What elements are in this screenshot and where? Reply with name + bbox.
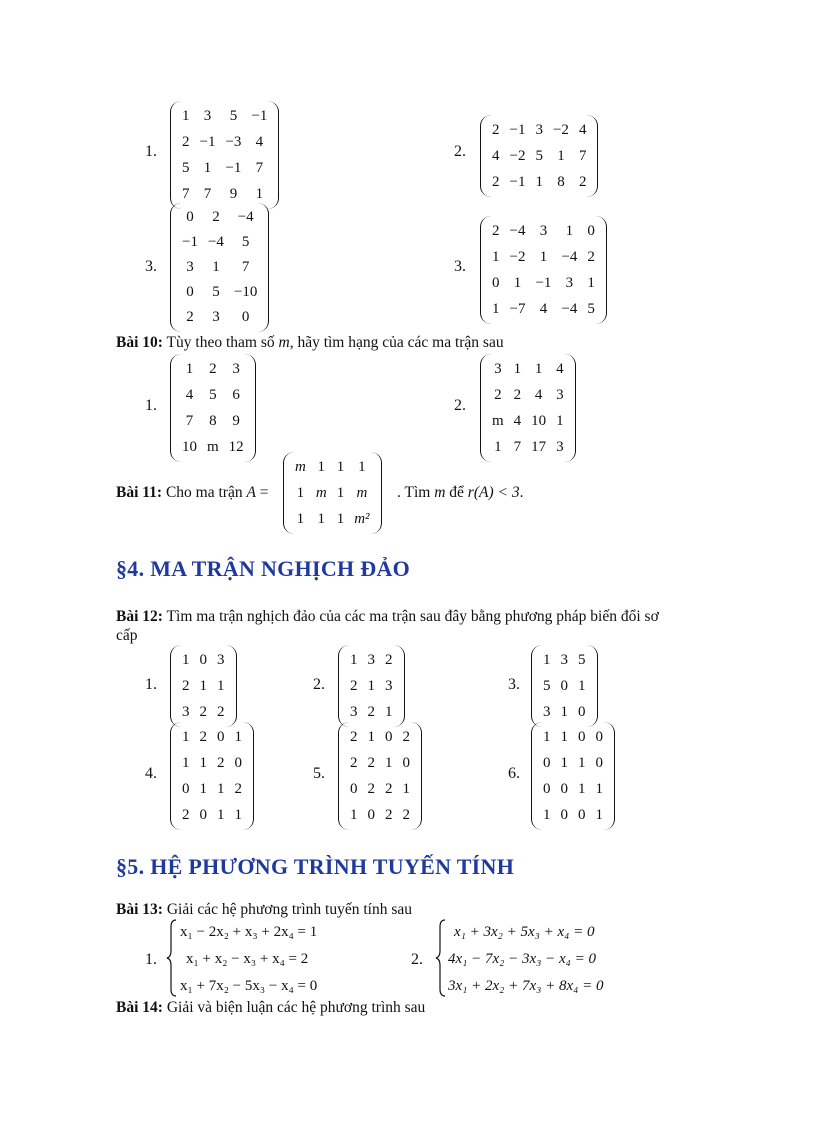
matrix-cell: 2: [492, 173, 500, 190]
matrix-cell: 12: [228, 438, 244, 455]
matrix-cell: m: [356, 484, 368, 501]
item-label: 4.: [145, 765, 157, 782]
matrix-cell: 0: [587, 222, 595, 239]
item-label: 3.: [145, 258, 157, 275]
system-1: [180, 919, 317, 1000]
matrix-cell: 1: [513, 360, 522, 377]
matrix-cell: 1: [350, 651, 358, 668]
matrix-cell: 1: [182, 651, 190, 668]
matrix-cell: 7: [182, 185, 190, 202]
matrix-row: [177, 434, 249, 460]
matrix-row: [177, 230, 262, 255]
matrix-cell: 3: [543, 703, 551, 720]
matrix-cell: 1: [217, 806, 225, 823]
matrix-cell: 2: [367, 780, 375, 797]
matrix-cell: 3: [232, 360, 240, 377]
matrix-cell: 1: [185, 360, 194, 377]
matrix-cell: −1: [182, 234, 198, 250]
section4-heading: §4. MA TRẬN NGHỊCH ĐẢO: [116, 556, 411, 581]
matrix-cell: −3: [225, 133, 242, 150]
matrix-cell: 2: [182, 806, 190, 823]
matrix-cell: −1: [199, 133, 216, 150]
matrix-cell: 1: [556, 412, 564, 429]
bai11-title: Bài 11:: [116, 484, 163, 501]
item-label: 3.: [454, 258, 466, 275]
matrix-cell: −4: [509, 222, 526, 239]
matrix-cell: −1: [251, 107, 268, 124]
matrix-row: [290, 454, 375, 480]
matrix-cell: 2: [350, 754, 358, 771]
bai11-var: A: [246, 484, 256, 501]
matrix-cell: 4: [556, 360, 564, 377]
matrix-cell: 2: [186, 309, 194, 325]
matrix-cell: 1: [367, 677, 375, 694]
matrix-cell: 1: [212, 259, 220, 275]
bai11-cond-pre: để: [449, 484, 464, 501]
matrix-12-4: [170, 722, 254, 830]
matrix-12-5: [338, 722, 422, 830]
equation: 4x₁ − 7x₂ − 3x₃ − x₄ = 0: [448, 951, 596, 967]
matrix-cell: 3: [350, 703, 358, 720]
matrix-cell: −4: [561, 248, 578, 265]
bai10-param: m: [278, 334, 290, 351]
matrix-cell: 7: [255, 159, 264, 176]
matrix-9-2: [480, 115, 598, 197]
bai13-title: Bài 13:: [116, 901, 163, 918]
matrix-cell: 17: [531, 438, 547, 455]
matrix-10-2: [480, 354, 576, 462]
matrix-row: [487, 169, 591, 195]
matrix-9-3: [170, 203, 269, 332]
matrix-row: [538, 647, 591, 673]
bai11-tail: [397, 484, 523, 502]
matrix-cell: m: [295, 458, 306, 475]
matrix-10-1: [170, 354, 256, 462]
matrix-row: [538, 776, 608, 802]
bai14-title: Bài 14:: [116, 999, 163, 1016]
matrix-cell: 3: [556, 438, 564, 455]
matrix-cell: 3: [565, 274, 574, 291]
matrix-cell: 1: [199, 754, 207, 771]
bai12-text: Tìm ma trận nghịch đảo của các ma trận sau đây bằng phương pháp biến đổi sơ: [166, 608, 659, 625]
matrix-cell: 6: [232, 386, 240, 403]
bai14-line: [116, 999, 425, 1017]
matrix-cell: 3: [539, 222, 548, 239]
matrix-cell: 1: [350, 806, 358, 823]
matrix-cell: 7: [513, 438, 522, 455]
matrix-cell: 4: [513, 412, 522, 429]
matrix-cell: 1: [543, 806, 551, 823]
matrix-row: [177, 255, 262, 280]
matrix-row: [538, 802, 608, 828]
equation: x₁ + 7x₂ − 5x₃ − x₄ = 0: [180, 978, 318, 994]
matrix-cell: 1: [543, 728, 551, 745]
bai11-text: Cho ma trận: [165, 484, 243, 501]
item-label: 2.: [411, 951, 423, 968]
matrix-row: [538, 673, 591, 699]
matrix-cell: −2: [552, 121, 569, 138]
matrix-cell: 0: [543, 754, 551, 771]
matrix-row: [487, 244, 600, 270]
matrix-cell: 4: [185, 386, 194, 403]
matrix-cell: 2: [182, 677, 190, 694]
matrix-cell: 1: [492, 248, 500, 265]
matrix-cell: 7: [578, 147, 587, 164]
matrix-cell: 1: [535, 173, 543, 190]
matrix-cell: 2: [578, 173, 587, 190]
matrix-cell: 2: [350, 728, 358, 745]
matrix-cell: 0: [595, 728, 603, 745]
matrix-row: [487, 143, 591, 169]
matrix-row: [177, 647, 230, 673]
matrix-cell: 1: [199, 780, 207, 797]
matrix-cell: 2: [234, 780, 242, 797]
matrix-cell: 1: [587, 274, 595, 291]
matrix-cell: 3: [535, 121, 543, 138]
matrix-cell: 2: [402, 806, 410, 823]
matrix-cell: 0: [217, 728, 225, 745]
matrix-cell: 1: [557, 147, 565, 164]
matrix-cell: 3: [556, 386, 564, 403]
equation: x₁ + 3x₂ + 5x₃ + x₄ = 0: [454, 924, 595, 940]
matrix-row: [177, 724, 247, 750]
matrix-cell: 2: [385, 806, 393, 823]
bai14-text: Giải và biện luận các hệ phương trình sau: [166, 999, 426, 1016]
matrix-cell: 1: [367, 728, 375, 745]
matrix-cell: 0: [560, 780, 568, 797]
matrix-cell: 2: [217, 703, 225, 720]
matrix-cell: 2: [587, 248, 595, 265]
item-label: 1.: [145, 676, 157, 693]
matrix-cell: 0: [350, 780, 358, 797]
matrix-cell: 0: [199, 651, 207, 668]
bai12-line2: cấp: [116, 627, 138, 644]
matrix-cell: 1: [234, 806, 242, 823]
matrix-cell: 8: [557, 173, 565, 190]
matrix-cell: −4: [237, 209, 254, 225]
system-2: [448, 919, 603, 1000]
matrix-cell: m²: [354, 510, 370, 527]
matrix-cell: −2: [509, 147, 526, 164]
matrix-11: [283, 452, 382, 534]
matrix-cell: 0: [186, 209, 194, 225]
item-label: 2.: [313, 676, 325, 693]
bai13-text: Giải các hệ phương trình tuyến tính sau: [166, 901, 412, 918]
matrix-cell: 1: [560, 728, 568, 745]
matrix-cell: 2: [209, 360, 217, 377]
matrix-cell: 1: [317, 510, 326, 527]
matrix-row: [538, 724, 608, 750]
matrix-row: [345, 776, 415, 802]
matrix-cell: 2: [492, 222, 500, 239]
matrix-row: [487, 270, 600, 296]
bai11-lead: [116, 484, 269, 502]
matrix-cell: 3: [186, 259, 194, 275]
matrix-cell: 5: [535, 147, 543, 164]
matrix-row: [177, 382, 249, 408]
matrix-cell: 1: [234, 728, 242, 745]
bai11-m: m: [434, 484, 446, 501]
matrix-cell: −7: [509, 300, 526, 317]
equation: x₁ + x₂ − x₃ + x₄ = 2: [186, 951, 309, 967]
matrix-cell: 10: [182, 438, 197, 455]
item-label: 1.: [145, 951, 157, 968]
matrix-cell: 1: [492, 300, 500, 317]
matrix-row: [487, 382, 569, 408]
matrix-cell: 2: [367, 754, 375, 771]
item-label: 2.: [454, 397, 466, 414]
matrix-cell: m: [315, 484, 327, 501]
matrix-cell: 0: [578, 728, 586, 745]
matrix-cell: 1: [578, 754, 586, 771]
matrix-row: [177, 673, 230, 699]
matrix-12-3: [531, 645, 598, 727]
matrix-cell: 2: [182, 133, 190, 150]
matrix-cell: 1: [217, 780, 225, 797]
matrix-row: [487, 117, 591, 143]
matrix-cell: 1: [182, 754, 190, 771]
matrix-cell: 1: [255, 185, 264, 202]
matrix-row: [487, 296, 600, 322]
matrix-cell: 5: [209, 386, 217, 403]
matrix-cell: −4: [561, 300, 578, 317]
matrix-cell: 1: [595, 806, 603, 823]
matrix-cell: 7: [203, 185, 212, 202]
matrix-row: [487, 434, 569, 460]
matrix-cell: 7: [185, 412, 194, 429]
matrix-cell: m: [492, 412, 504, 429]
matrix-row: [177, 129, 272, 155]
matrix-cell: 3: [203, 107, 212, 124]
item-label: 5.: [313, 765, 325, 782]
matrix-row: [345, 802, 415, 828]
matrix-cell: −1: [509, 121, 526, 138]
matrix-cell: 1: [543, 651, 551, 668]
matrix-row: [487, 356, 569, 382]
matrix-cell: 1: [565, 222, 574, 239]
matrix-12-6: [531, 722, 615, 830]
matrix-cell: 3: [212, 309, 220, 325]
matrix-row: [487, 408, 569, 434]
matrix-cell: 2: [199, 728, 207, 745]
matrix-cell: 1: [402, 780, 410, 797]
matrix-cell: 3: [217, 651, 225, 668]
matrix-cell: 4: [578, 121, 587, 138]
matrix-row: [345, 647, 398, 673]
bai10-line: [116, 334, 504, 352]
item-label: 1.: [145, 397, 157, 414]
matrix-cell: 2: [217, 754, 225, 771]
matrix-cell: 5: [182, 159, 190, 176]
matrix-cell: 3: [560, 651, 568, 668]
matrix-cell: 1: [494, 438, 502, 455]
item-label: 2.: [454, 143, 466, 160]
matrix-cell: 8: [209, 412, 217, 429]
matrix-cell: −2: [509, 248, 526, 265]
matrix-9-1: [170, 101, 279, 209]
matrix-cell: 5: [578, 651, 586, 668]
matrix-row: [487, 218, 600, 244]
matrix-cell: 1: [513, 274, 522, 291]
matrix-cell: 1: [317, 458, 326, 475]
matrix-cell: 1: [578, 780, 586, 797]
matrix-cell: 4: [255, 133, 264, 150]
matrix-cell: −10: [233, 284, 258, 300]
matrix-cell: 2: [199, 703, 207, 720]
matrix-cell: 3: [385, 677, 393, 694]
bai11-end: .: [519, 484, 524, 501]
matrix-row: [290, 480, 375, 506]
left-brace-icon: [435, 919, 447, 997]
matrix-row: [177, 305, 262, 330]
matrix-cell: 2: [492, 121, 500, 138]
matrix-cell: 0: [492, 274, 500, 291]
section5-heading: §5. HỆ PHƯƠNG TRÌNH TUYẾN TÍNH: [116, 854, 515, 879]
matrix-cell: 0: [186, 284, 194, 300]
matrix-cell: 1: [296, 484, 305, 501]
matrix-cell: 1: [182, 728, 190, 745]
matrix-row: [345, 750, 415, 776]
matrix-cell: 3: [494, 360, 502, 377]
matrix-row: [177, 280, 262, 305]
item-label: 6.: [508, 765, 520, 782]
matrix-cell: 1: [534, 360, 543, 377]
matrix-row: [177, 205, 262, 230]
matrix-row: [177, 802, 247, 828]
matrix-cell: −4: [207, 234, 224, 250]
item-label: 3.: [508, 676, 520, 693]
matrix-cell: 0: [595, 754, 603, 771]
equation: 3x₁ + 2x₂ + 7x₃ + 8x₄ = 0: [448, 978, 604, 994]
matrix-cell: 5: [543, 677, 551, 694]
matrix-cell: 0: [241, 309, 250, 325]
matrix-cell: 1: [199, 677, 207, 694]
matrix-cell: 4: [539, 300, 548, 317]
matrix-row: [177, 155, 272, 181]
matrix-cell: 2: [367, 703, 375, 720]
matrix-row: [290, 506, 375, 532]
bai12-title: Bài 12:: [116, 608, 163, 625]
matrix-cell: 4: [492, 147, 500, 164]
matrix-cell: 1: [385, 703, 393, 720]
matrix-cell: 2: [513, 386, 522, 403]
matrix-cell: 5: [587, 300, 595, 317]
matrix-cell: 7: [241, 259, 250, 275]
equation: x₁ − 2x₂ + x₃ + 2x₄ = 1: [180, 924, 318, 940]
matrix-cell: 0: [543, 780, 551, 797]
matrix-cell: 0: [367, 806, 375, 823]
matrix-cell: 3: [182, 703, 190, 720]
bai10-text-post: , hãy tìm hạng của các ma trận sau: [289, 334, 504, 351]
matrix-cell: 2: [494, 386, 502, 403]
matrix-cell: −1: [535, 274, 552, 291]
matrix-cell: 5: [212, 284, 220, 300]
matrix-cell: 1: [560, 703, 568, 720]
bai11-cond: r(A) < 3: [467, 484, 520, 501]
matrix-cell: 5: [229, 107, 238, 124]
item-label: 1.: [145, 143, 157, 160]
matrix-cell: 4: [534, 386, 543, 403]
matrix-row: [177, 103, 272, 129]
matrix-cell: 9: [232, 412, 240, 429]
matrix-cell: 9: [229, 185, 238, 202]
matrix-cell: 1: [336, 458, 345, 475]
matrix-cell: 0: [578, 703, 586, 720]
matrix-row: [177, 408, 249, 434]
bai10-title: Bài 10:: [116, 334, 163, 351]
matrix-cell: 10: [531, 412, 547, 429]
matrix-cell: 1: [182, 107, 190, 124]
left-brace-icon: [166, 919, 178, 997]
matrix-cell: 1: [560, 754, 568, 771]
bai11-eq: =: [259, 484, 269, 501]
matrix-cell: 0: [385, 728, 393, 745]
matrix-cell: 1: [296, 510, 305, 527]
matrix-cell: 0: [578, 806, 586, 823]
matrix-12-1: [170, 645, 237, 727]
matrix-cell: m: [207, 438, 219, 455]
matrix-cell: 0: [560, 806, 568, 823]
matrix-row: [177, 356, 249, 382]
matrix-row: [345, 724, 415, 750]
matrix-cell: 1: [336, 484, 345, 501]
matrix-9-4: [480, 216, 607, 324]
matrix-cell: 1: [539, 248, 548, 265]
matrix-cell: 1: [203, 159, 212, 176]
matrix-cell: 1: [595, 780, 603, 797]
matrix-cell: 0: [402, 754, 410, 771]
matrix-cell: 1: [336, 510, 345, 527]
matrix-cell: 2: [385, 780, 393, 797]
matrix-cell: 2: [385, 651, 393, 668]
matrix-cell: 1: [358, 458, 366, 475]
matrix-row: [538, 750, 608, 776]
matrix-cell: 1: [217, 677, 225, 694]
matrix-cell: −1: [225, 159, 242, 176]
matrix-cell: 0: [234, 754, 242, 771]
bai11-after: . Tìm: [397, 484, 431, 501]
matrix-row: [177, 776, 247, 802]
matrix-cell: 1: [578, 677, 586, 694]
matrix-cell: 3: [367, 651, 375, 668]
matrix-cell: 2: [402, 728, 410, 745]
matrix-cell: 0: [182, 780, 190, 797]
matrix-cell: 0: [199, 806, 207, 823]
matrix-row: [177, 750, 247, 776]
matrix-cell: 0: [560, 677, 568, 694]
matrix-cell: 1: [385, 754, 393, 771]
matrix-cell: −1: [509, 173, 526, 190]
matrix-row: [345, 673, 398, 699]
bai12-line: [116, 608, 659, 626]
matrix-cell: 2: [350, 677, 358, 694]
matrix-cell: 2: [212, 209, 220, 225]
matrix-cell: 5: [241, 234, 250, 250]
matrix-12-2: [338, 645, 405, 727]
bai10-text: Tùy theo tham số: [166, 334, 275, 351]
bai13-line: [116, 901, 412, 919]
